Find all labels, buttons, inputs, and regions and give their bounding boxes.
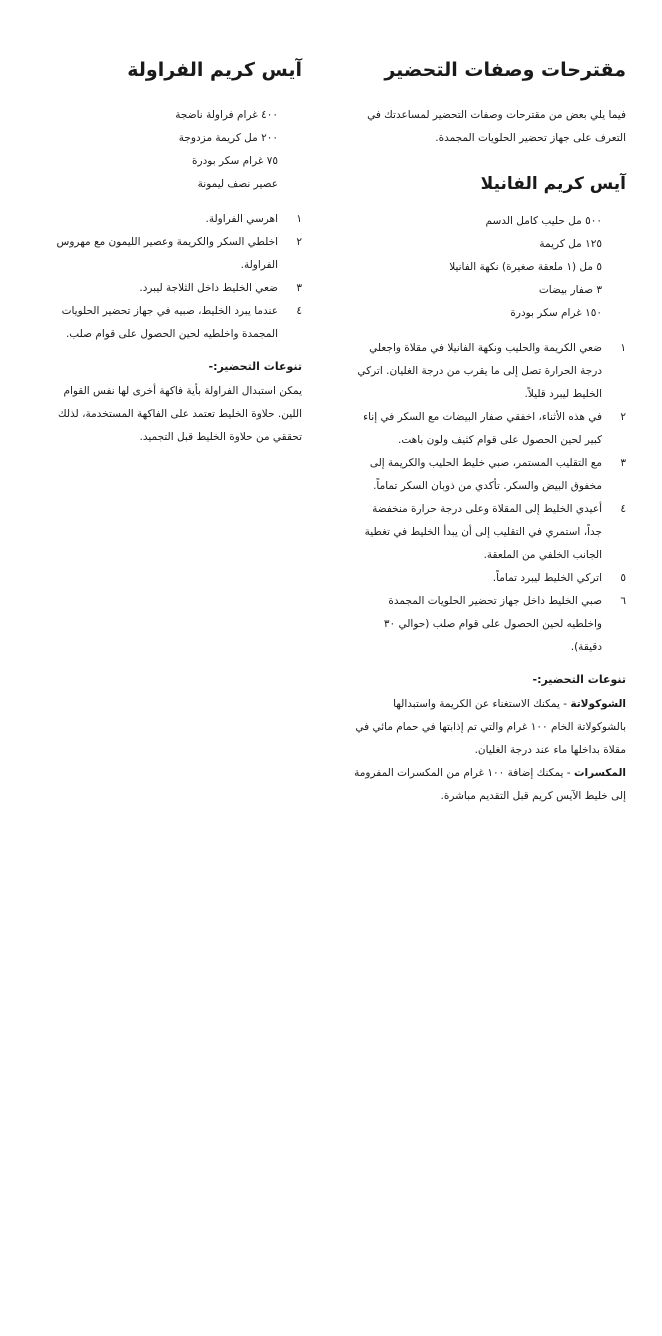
recipes-column-left <box>40 58 302 449</box>
step-text: ضعي الكريمة والحليب ونكهة الفانيلا في مقلاة واجعلي درجة الحرارة تصل إلى ما يقرب من درجة الغليان. اتركي الخليط ليبرد قليلاً. <box>357 342 602 400</box>
step-text: صبي الخليط داخل جهاز تحضير الحلويات المجمدة واخلطيه لحين الحصول على قوام صلب (حوالي ٣٠ دقيقة). <box>383 595 602 653</box>
ingredient-item: عصير نصف ليمونة <box>197 178 278 190</box>
step-text: في هذه الأثناء، اخفقي صفار البيضات مع السكر في إناء كبير لحين الحصول على قوام كثيف ولون باهت. <box>363 411 602 446</box>
step-text: أعيدي الخليط إلى المقلاة وعلى درجة حرارة منخفضة جداً، استمري في التقليب إلى أن يبدأ الخليط في تغطية الجانب الخلفي من الملعقة. <box>364 503 602 561</box>
vanilla-ingredients <box>354 210 626 325</box>
strawberry-variations-title: تنوعات التحضير:- <box>208 360 302 373</box>
step-item <box>354 337 626 406</box>
variation-label: المكسرات <box>573 767 626 779</box>
variation-text: - يمكنك الاستغناء عن الكريمة واستبدالها بالشوكولاتة الخام ١٠٠ غرام والتي تم إذابتها في حمام مائي في مقلاة بداخلها ماء عند درجة الغليان. <box>355 698 626 756</box>
strawberry-ingredients <box>40 104 302 196</box>
step-number: ٣ <box>620 457 626 469</box>
step-number: ٢ <box>620 411 626 423</box>
vanilla-steps <box>354 337 626 659</box>
ingredient-item: ٥٠٠ مل حليب كامل الدسم <box>485 215 602 227</box>
ingredient-item: ٥ مل (١ ملعقة صغيرة) نكهة الفانيلا <box>449 261 602 273</box>
step-number: ١ <box>620 342 626 354</box>
variation-nuts <box>354 762 626 808</box>
vanilla-variations-title: تنوعات التحضير:- <box>532 673 626 686</box>
strawberry-title: آيس كريم الفراولة <box>127 59 302 81</box>
step-number: ٤ <box>620 503 626 515</box>
step-item <box>354 498 626 567</box>
variation-label: الشوكولاتة <box>570 698 626 710</box>
variation-text: - يمكنك إضافة ١٠٠ غرام من المكسرات المفرومة إلى خليط الآيس كريم قبل التقديم مباشرة. <box>354 767 626 802</box>
step-text: اهرسي الفراولة. <box>205 213 278 225</box>
step-item <box>40 300 302 346</box>
step-number: ٣ <box>296 282 302 294</box>
step-item <box>40 277 302 300</box>
step-text: ضعي الخليط داخل الثلاجة ليبرد. <box>139 282 278 294</box>
ingredient-item: ٧٥ غرام سكر بودرة <box>192 155 278 167</box>
ingredient-item: ٢٠٠ مل كريمة مزدوجة <box>178 132 278 144</box>
step-number: ١ <box>296 213 302 225</box>
step-number: ٢ <box>296 236 302 248</box>
ingredient-item: ٤٠٠ غرام فراولة ناضجة <box>175 109 278 121</box>
step-item <box>354 590 626 659</box>
step-text: مع التقليب المستمر، صبي خليط الحليب والكريمة إلى مخفوق البيض والسكر. تأكدي من ذوبان السكر تماماً. <box>369 457 602 492</box>
ingredient-item: ١٥٠ غرام سكر بودرة <box>510 307 602 319</box>
step-number: ٤ <box>296 305 302 317</box>
ingredient-item: ٣ صفار بيضات <box>538 284 602 296</box>
step-text: عندما يبرد الخليط، صبيه في جهاز تحضير الحلويات المجمدة واخلطيه لحين الحصول على قوام صلب. <box>61 305 278 340</box>
ingredient-item: ١٢٥ مل كريمة <box>539 238 602 250</box>
step-number: ٥ <box>620 572 626 584</box>
vanilla-title: آيس كريم الفانيلا <box>480 174 626 194</box>
variation-chocolate <box>354 693 626 762</box>
recipes-column-right <box>354 58 626 808</box>
strawberry-variations-text: يمكن استبدال الفراولة بأية فاكهة أخرى لها نفس القوام اللين. حلاوة الخليط تعتمد على الفاكهة المستخدمة، لذلك تحققي من حلاوة الخليط قبل التجميد. <box>57 385 302 443</box>
step-item <box>354 567 626 590</box>
page-title: مقترحات وصفات التحضير <box>384 59 626 81</box>
step-item <box>40 231 302 277</box>
step-text: اتركي الخليط ليبرد تماماً. <box>492 572 602 584</box>
strawberry-steps <box>40 208 302 346</box>
step-item <box>40 208 302 231</box>
step-number: ٦ <box>620 595 626 607</box>
intro-paragraph: فيما يلي بعض من مقترحات وصفات التحضير لمساعدتك في التعرف على جهاز تحضير الحلويات المجمدة. <box>367 109 626 144</box>
step-text: اخلطي السكر والكريمة وعصير الليمون مع مهروس الفراولة. <box>56 236 278 271</box>
step-item <box>354 406 626 452</box>
step-item <box>354 452 626 498</box>
